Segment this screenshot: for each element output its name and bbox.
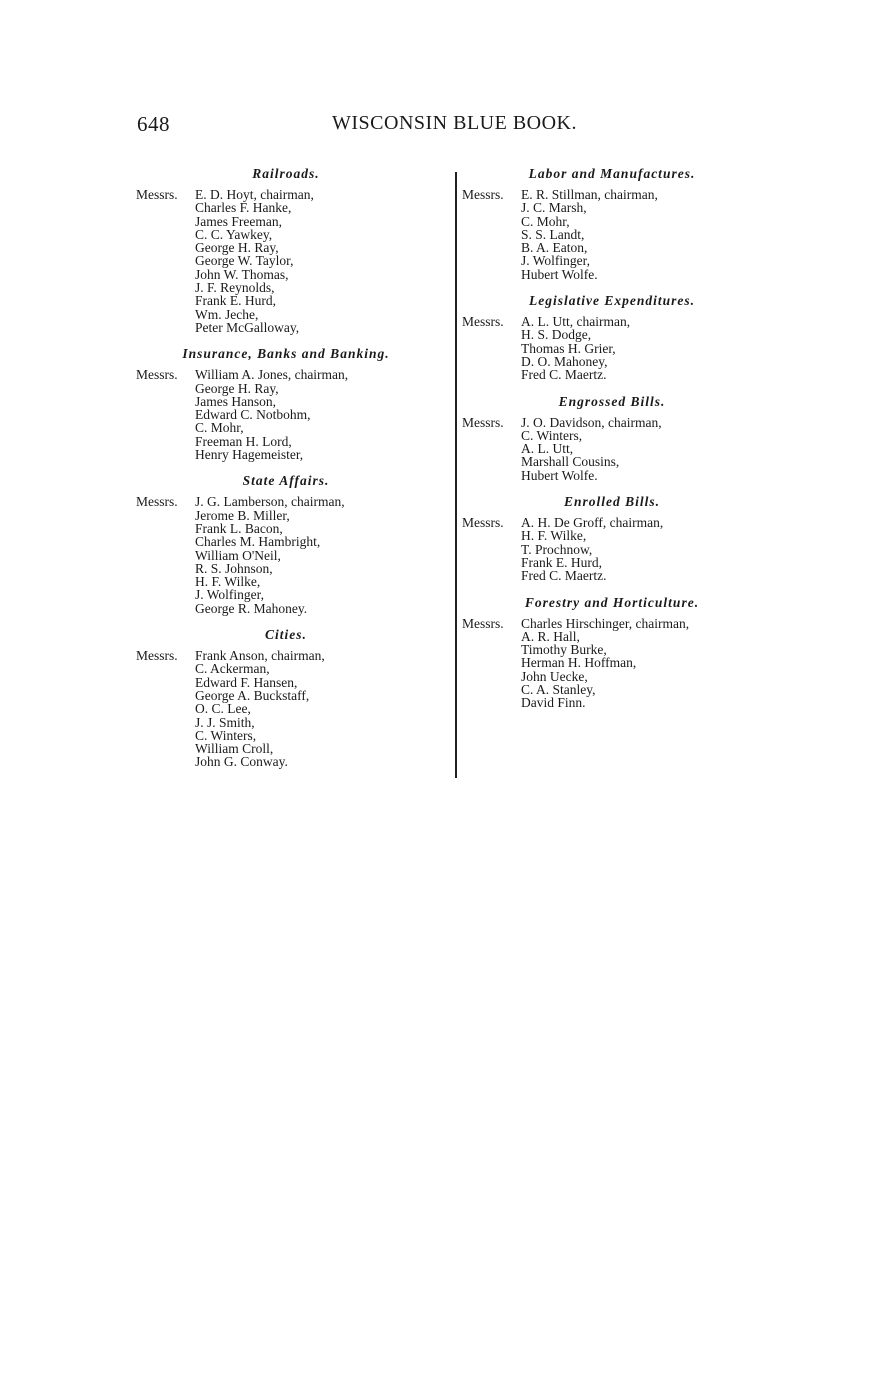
member-names xyxy=(195,495,436,615)
committee-member: Frank E. Hurd, xyxy=(521,554,602,570)
committee-section xyxy=(136,167,436,334)
committee-member: Edward F. Hansen, xyxy=(195,674,298,690)
committee-member: Marshall Cousins, xyxy=(521,454,620,470)
running-head: WISCONSIN BLUE BOOK. xyxy=(332,112,577,134)
member-names xyxy=(195,188,436,334)
committee-title: Labor and Manufactures. xyxy=(528,166,696,181)
committee-member: James Hanson, xyxy=(195,393,276,409)
committee-section xyxy=(462,294,762,381)
committee-member: Charles M. Hambright, xyxy=(195,534,321,550)
member-names xyxy=(521,416,762,482)
committee-member: C. A. Stanley, xyxy=(521,682,596,698)
committee-member: Hubert Wolfe. xyxy=(521,266,598,282)
committee-member: S. S. Landt, xyxy=(521,226,585,242)
committee-member: George R. Mahoney. xyxy=(195,600,308,616)
committee-member: A. R. Hall, xyxy=(521,628,580,644)
right-column xyxy=(462,167,762,723)
committee-member: Wm. Jeche, xyxy=(195,306,259,322)
committee-title: Legislative Expenditures. xyxy=(529,293,695,309)
committee-member: Freeman H. Lord, xyxy=(195,433,292,449)
committee-member: C. Winters, xyxy=(521,427,583,443)
committee-member: C. Winters, xyxy=(195,727,257,743)
committee-member: Fred C. Maertz. xyxy=(521,568,607,584)
committee-member: B. A. Eaton, xyxy=(521,240,588,256)
honorific-prefix: Messrs. xyxy=(462,187,504,202)
committee-member: H. F. Wilke, xyxy=(521,528,587,544)
committee-title: Insurance, Banks and Banking. xyxy=(182,346,390,362)
committee-member: Herman H. Hoffman, xyxy=(521,655,637,671)
committee-member: A. L. Utt, xyxy=(521,441,574,457)
members-list xyxy=(136,368,436,461)
committee-member: George H. Ray, xyxy=(195,380,279,396)
committee-member: J. C. Marsh, xyxy=(521,200,587,216)
member-names xyxy=(521,315,762,381)
committee-section xyxy=(462,395,762,482)
member-names xyxy=(521,617,762,710)
honorific-prefix: Messrs. xyxy=(136,187,178,202)
committee-member: Frank Anson, chairman, xyxy=(195,648,325,664)
committee-member: A. L. Utt, chairman, xyxy=(521,314,631,330)
committee-member: David Finn. xyxy=(521,695,586,711)
committee-title: Engrossed Bills. xyxy=(558,393,666,409)
committee-member: J. F. Reynolds, xyxy=(195,280,275,296)
committee-member: C. Ackerman, xyxy=(195,661,270,677)
column-divider xyxy=(455,172,457,778)
committee-member: J. Wolfinger, xyxy=(195,587,264,603)
committee-member: William A. Jones, chairman, xyxy=(195,367,349,383)
committee-section xyxy=(462,167,762,281)
members-list xyxy=(136,649,436,769)
member-names xyxy=(195,368,436,461)
page-number: 648 xyxy=(137,112,170,136)
member-names xyxy=(521,188,762,281)
committee-member: D. O. Mahoney, xyxy=(521,353,608,369)
committee-member: H. S. Dodge, xyxy=(521,327,592,343)
committee-member: Fred C. Maertz. xyxy=(521,367,607,383)
members-list xyxy=(462,416,762,482)
committee-member: John G. Conway. xyxy=(195,754,288,770)
committee-member: Hubert Wolfe. xyxy=(521,467,598,483)
committee-member: William O'Neil, xyxy=(195,547,281,563)
members-list xyxy=(462,516,762,582)
members-list xyxy=(462,188,762,281)
members-list xyxy=(462,315,762,381)
committee-member: O. C. Lee, xyxy=(195,701,251,717)
committee-section xyxy=(462,495,762,582)
committee-member: R. S. Johnson, xyxy=(195,560,273,576)
members-list xyxy=(462,617,762,710)
committee-section xyxy=(136,347,436,461)
committee-member: James Freeman, xyxy=(195,213,282,229)
member-names xyxy=(195,649,436,769)
committee-title: Forestry and Horticulture. xyxy=(524,594,700,610)
committee-member: Charles F. Hanke, xyxy=(195,200,292,216)
committee-member: T. Prochnow, xyxy=(521,541,593,557)
committee-member: John Uecke, xyxy=(521,668,588,684)
members-list xyxy=(136,495,436,615)
committee-section xyxy=(136,628,436,769)
committee-title: Railroads. xyxy=(252,166,320,181)
committee-member: E. R. Stillman, chairman, xyxy=(521,187,658,202)
committee-member: J. J. Smith, xyxy=(195,714,255,730)
committee-member: George A. Buckstaff, xyxy=(195,687,310,703)
committee-title: State Affairs. xyxy=(242,473,330,489)
committee-member: George W. Taylor, xyxy=(195,253,294,269)
committee-section xyxy=(136,474,436,615)
committee-member: Thomas H. Grier, xyxy=(521,340,616,356)
committee-member: C. C. Yawkey, xyxy=(195,226,273,242)
honorific-prefix: Messrs. xyxy=(462,615,504,631)
committee-member: Edward C. Notbohm, xyxy=(195,407,311,423)
committee-member: J. O. Davidson, chairman, xyxy=(521,414,662,430)
committee-member: C. Mohr, xyxy=(521,213,570,229)
committee-member: George H. Ray, xyxy=(195,240,279,256)
honorific-prefix: Messrs. xyxy=(462,314,504,330)
committee-member: Timothy Burke, xyxy=(521,642,607,658)
committee-section xyxy=(462,596,762,710)
committee-member: E. D. Hoyt, chairman, xyxy=(195,187,314,202)
committee-member: C. Mohr, xyxy=(195,420,244,436)
honorific-prefix: Messrs. xyxy=(136,494,178,510)
committee-member: William Croll, xyxy=(195,741,274,757)
committee-member: Charles Hirschinger, chairman, xyxy=(521,615,690,631)
committee-member: Jerome B. Miller, xyxy=(195,507,290,523)
committee-member: H. F. Wilke, xyxy=(195,574,261,590)
committee-member: Frank E. Hurd, xyxy=(195,293,276,309)
honorific-prefix: Messrs. xyxy=(136,648,178,664)
left-column xyxy=(136,167,436,782)
committee-member: Peter McGalloway, xyxy=(195,319,300,335)
committee-member: Henry Hagemeister, xyxy=(195,447,304,463)
committee-member: John W. Thomas, xyxy=(195,266,289,282)
members-list xyxy=(136,188,436,334)
honorific-prefix: Messrs. xyxy=(462,515,504,531)
committee-title: Enrolled Bills. xyxy=(563,494,661,510)
committee-member: J. G. Lamberson, chairman, xyxy=(195,494,345,510)
member-names xyxy=(521,516,762,582)
honorific-prefix: Messrs. xyxy=(462,414,504,430)
committee-member: J. Wolfinger, xyxy=(521,253,590,269)
committee-member: A. H. De Groff, chairman, xyxy=(521,515,664,531)
committee-member: Frank L. Bacon, xyxy=(195,520,283,536)
honorific-prefix: Messrs. xyxy=(136,367,178,383)
committee-title: Cities. xyxy=(265,627,307,643)
